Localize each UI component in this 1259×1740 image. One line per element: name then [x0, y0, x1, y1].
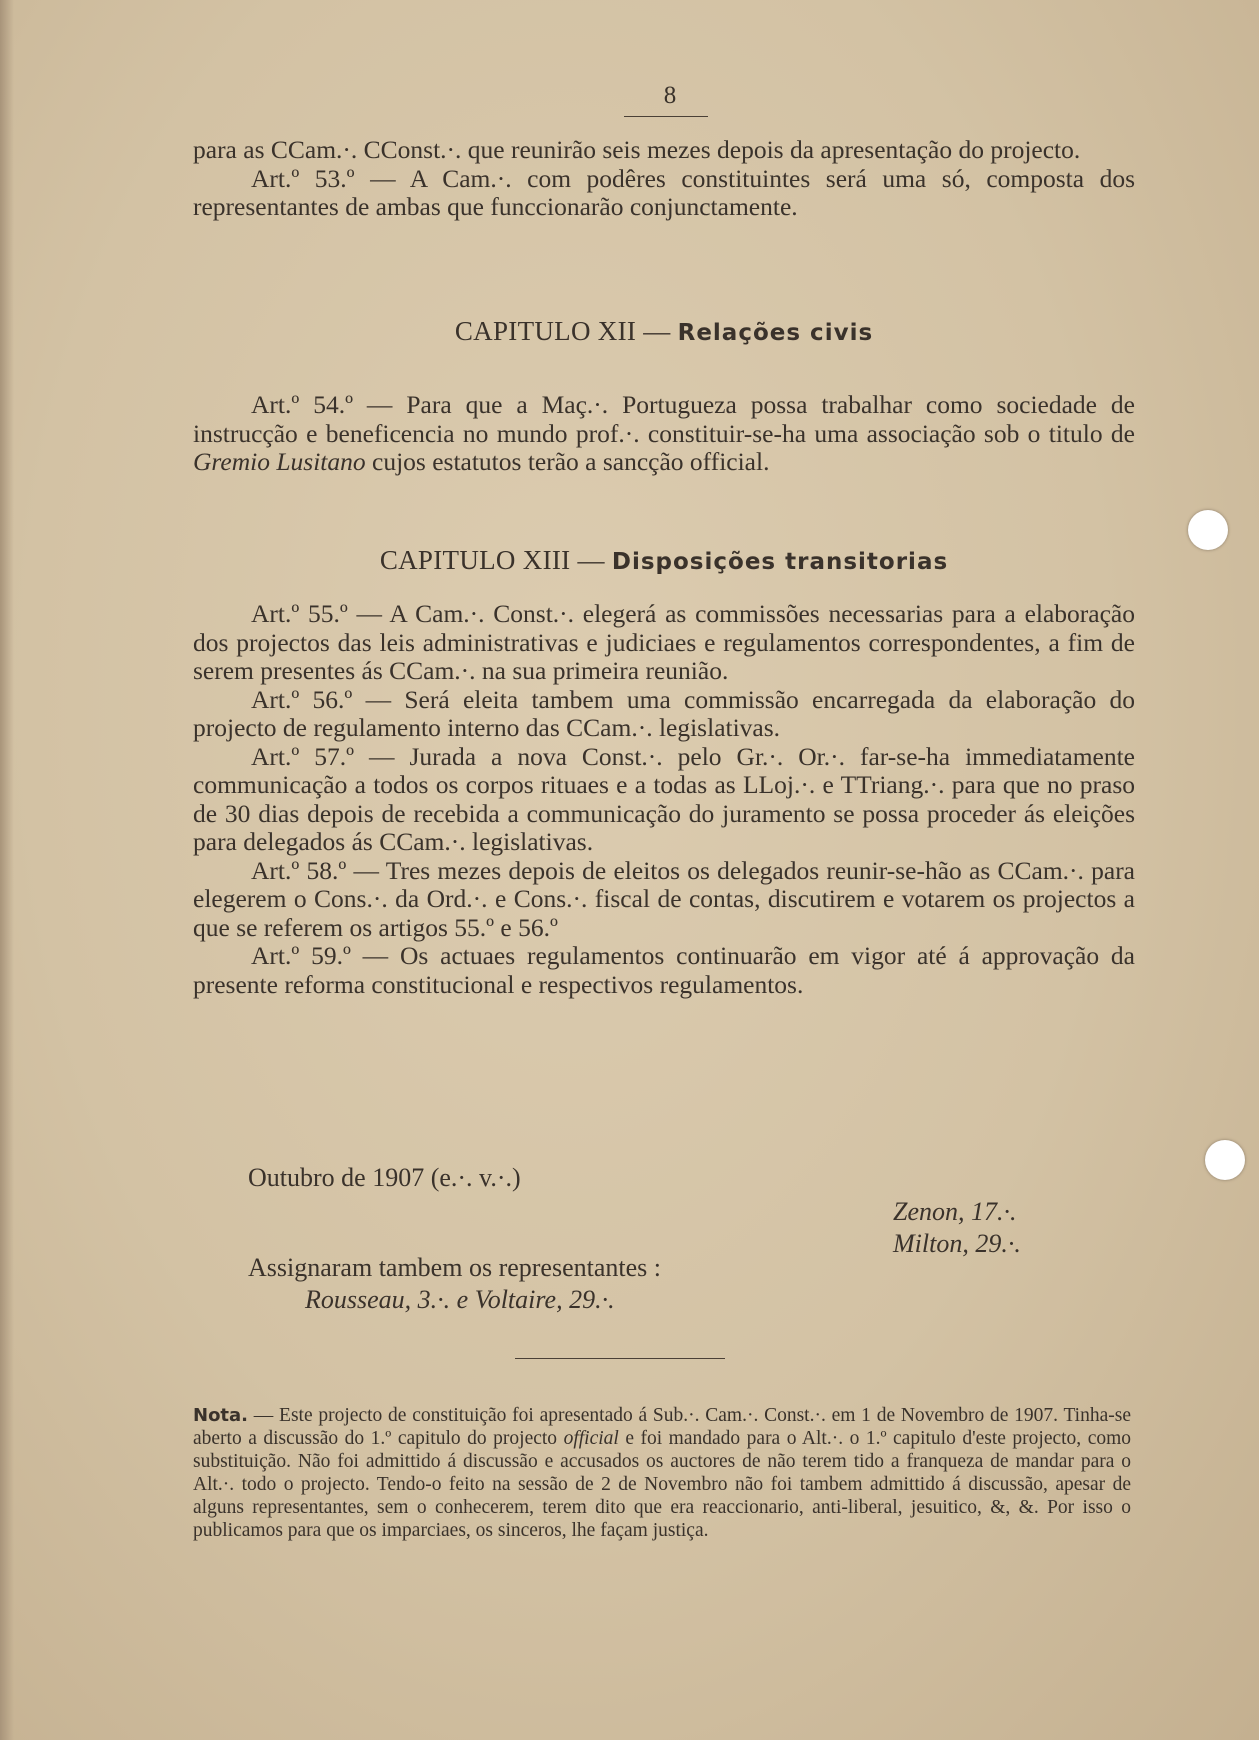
article-53: Art.º 53.º — A Cam.·. com podêres constituintes será uma só, composta dos representantes de ambas que funccionarão conjunctamente. — [193, 163, 1135, 221]
chapter-13-title: Disposições transitorias — [611, 549, 949, 575]
page-edge-shadow — [0, 0, 14, 1740]
footnote-text — [193, 1404, 1131, 1542]
also-signed-label: Assignaram tambem os representantes : — [248, 1253, 661, 1282]
chapter-12-heading — [193, 316, 1135, 347]
page-number: 8 — [663, 82, 677, 109]
footnote — [193, 1404, 1131, 1542]
footnote-italic: official — [563, 1428, 619, 1449]
section-divider — [515, 1358, 725, 1359]
chapter-12-label: CAPITULO XII — — [454, 316, 671, 346]
signature-milton: Milton, 29.·. — [893, 1229, 1021, 1258]
article-57: Art.º 57.º — Jurada a nova Const.·. pelo Gr.·. Or.·. far-se-ha immediatamente communicação a todos os corpos rituaes e a todas as LLoj.·. e TTriang.·. para que no praso de 30 dias depois de recebida a communicação do juramento se possa proceder ás eleições para delegados ás CCam.·. legislativas. — [193, 741, 1135, 856]
footnote-part-1: — Este projecto de constituição foi apresentado á Sub.·. Cam.·. Const.·. em 1 de Novembro de 1907. Tinha-se aberto a discussão do 1.º capitulo do projecto — [193, 1405, 1131, 1449]
article-55: Art.º 55.º — A Cam.·. Const.·. elegerá as commissões necessarias para a elaboração dos projectos das leis administrativas e judiciaes e regulamentos correspondentes, a fim de serem presentes ás CCam.·. na sua primeira reunião. — [193, 599, 1135, 685]
article-54 — [193, 391, 1135, 477]
chapter-13-label: CAPITULO XIII — — [379, 545, 605, 575]
article-59: Art.º 59.º — Os actuaes regulamentos continuarão em vigor até á approvação da presente reforma constitucional e respectivos regulamentos. — [193, 941, 1135, 999]
punch-hole-bottom — [1205, 1140, 1245, 1180]
footnote-label: Nota. — [193, 1405, 249, 1426]
signature-zenon: Zenon, 17.·. — [893, 1197, 1017, 1226]
top-text-block — [193, 136, 1135, 222]
also-signed-names: Rousseau, 3.·. e Voltaire, 29.·. — [305, 1285, 615, 1314]
chapter-12-title: Relações civis — [677, 320, 874, 346]
footnote-part-2: e foi mandado para o Alt.·. o 1.º capitulo d'este projecto, como substituição. Não foi admittido á discussão e accusados os auctores de não terem tido a franqueza de mandar para o Alt.·. todo o projecto. Tendo-o feito na sessão de 2 de Novembro não foi tambem admittido á discussão, apesar de alguns representantes, sem o conhecerem, terem dito que era reaccionario, anti-liberal, jesuitico, &, &. Por isso o publicamos para que os imparciaes, os sinceros, lhe façam justiça. — [193, 1428, 1132, 1541]
article-54-text: Art.º 54.º — Para que a Maç.·. Portugueza possa trabalhar como sociedade de instrucção e beneficencia no mundo prof.·. constituir-se-ha uma associação sob o titulo de — [193, 390, 1135, 448]
article-54-italic: Gremio Lusitano — [193, 447, 366, 476]
chapter-13-heading — [193, 545, 1135, 576]
article-54-end: cujos estatutos terão a sancção official. — [372, 447, 770, 476]
document-date: Outubro de 1907 (e.·. v.·.) — [248, 1163, 521, 1192]
article-58: Art.º 58.º — Tres mezes depois de eleitos os delegados reunir-se-hão as CCam.·. para elegerem o Cons.·. da Ord.·. e Cons.·. fiscal de contas, discutirem e votarem os projectos a que se referem os artigos 55.º e 56.º — [193, 855, 1135, 942]
articles-block — [193, 600, 1135, 999]
punch-hole-top — [1188, 510, 1228, 550]
page-number-rule — [624, 116, 708, 117]
article-56: Art.º 56.º — Será eleita tambem uma commissão encarregada da elaboração do projecto de regulamento interno das CCam.·. legislativas. — [193, 684, 1135, 742]
article-54-block — [193, 391, 1135, 477]
paragraph-continuation: para as CCam.·. CConst.·. que reunirão seis mezes depois da apresentação do projecto. — [193, 135, 1081, 164]
